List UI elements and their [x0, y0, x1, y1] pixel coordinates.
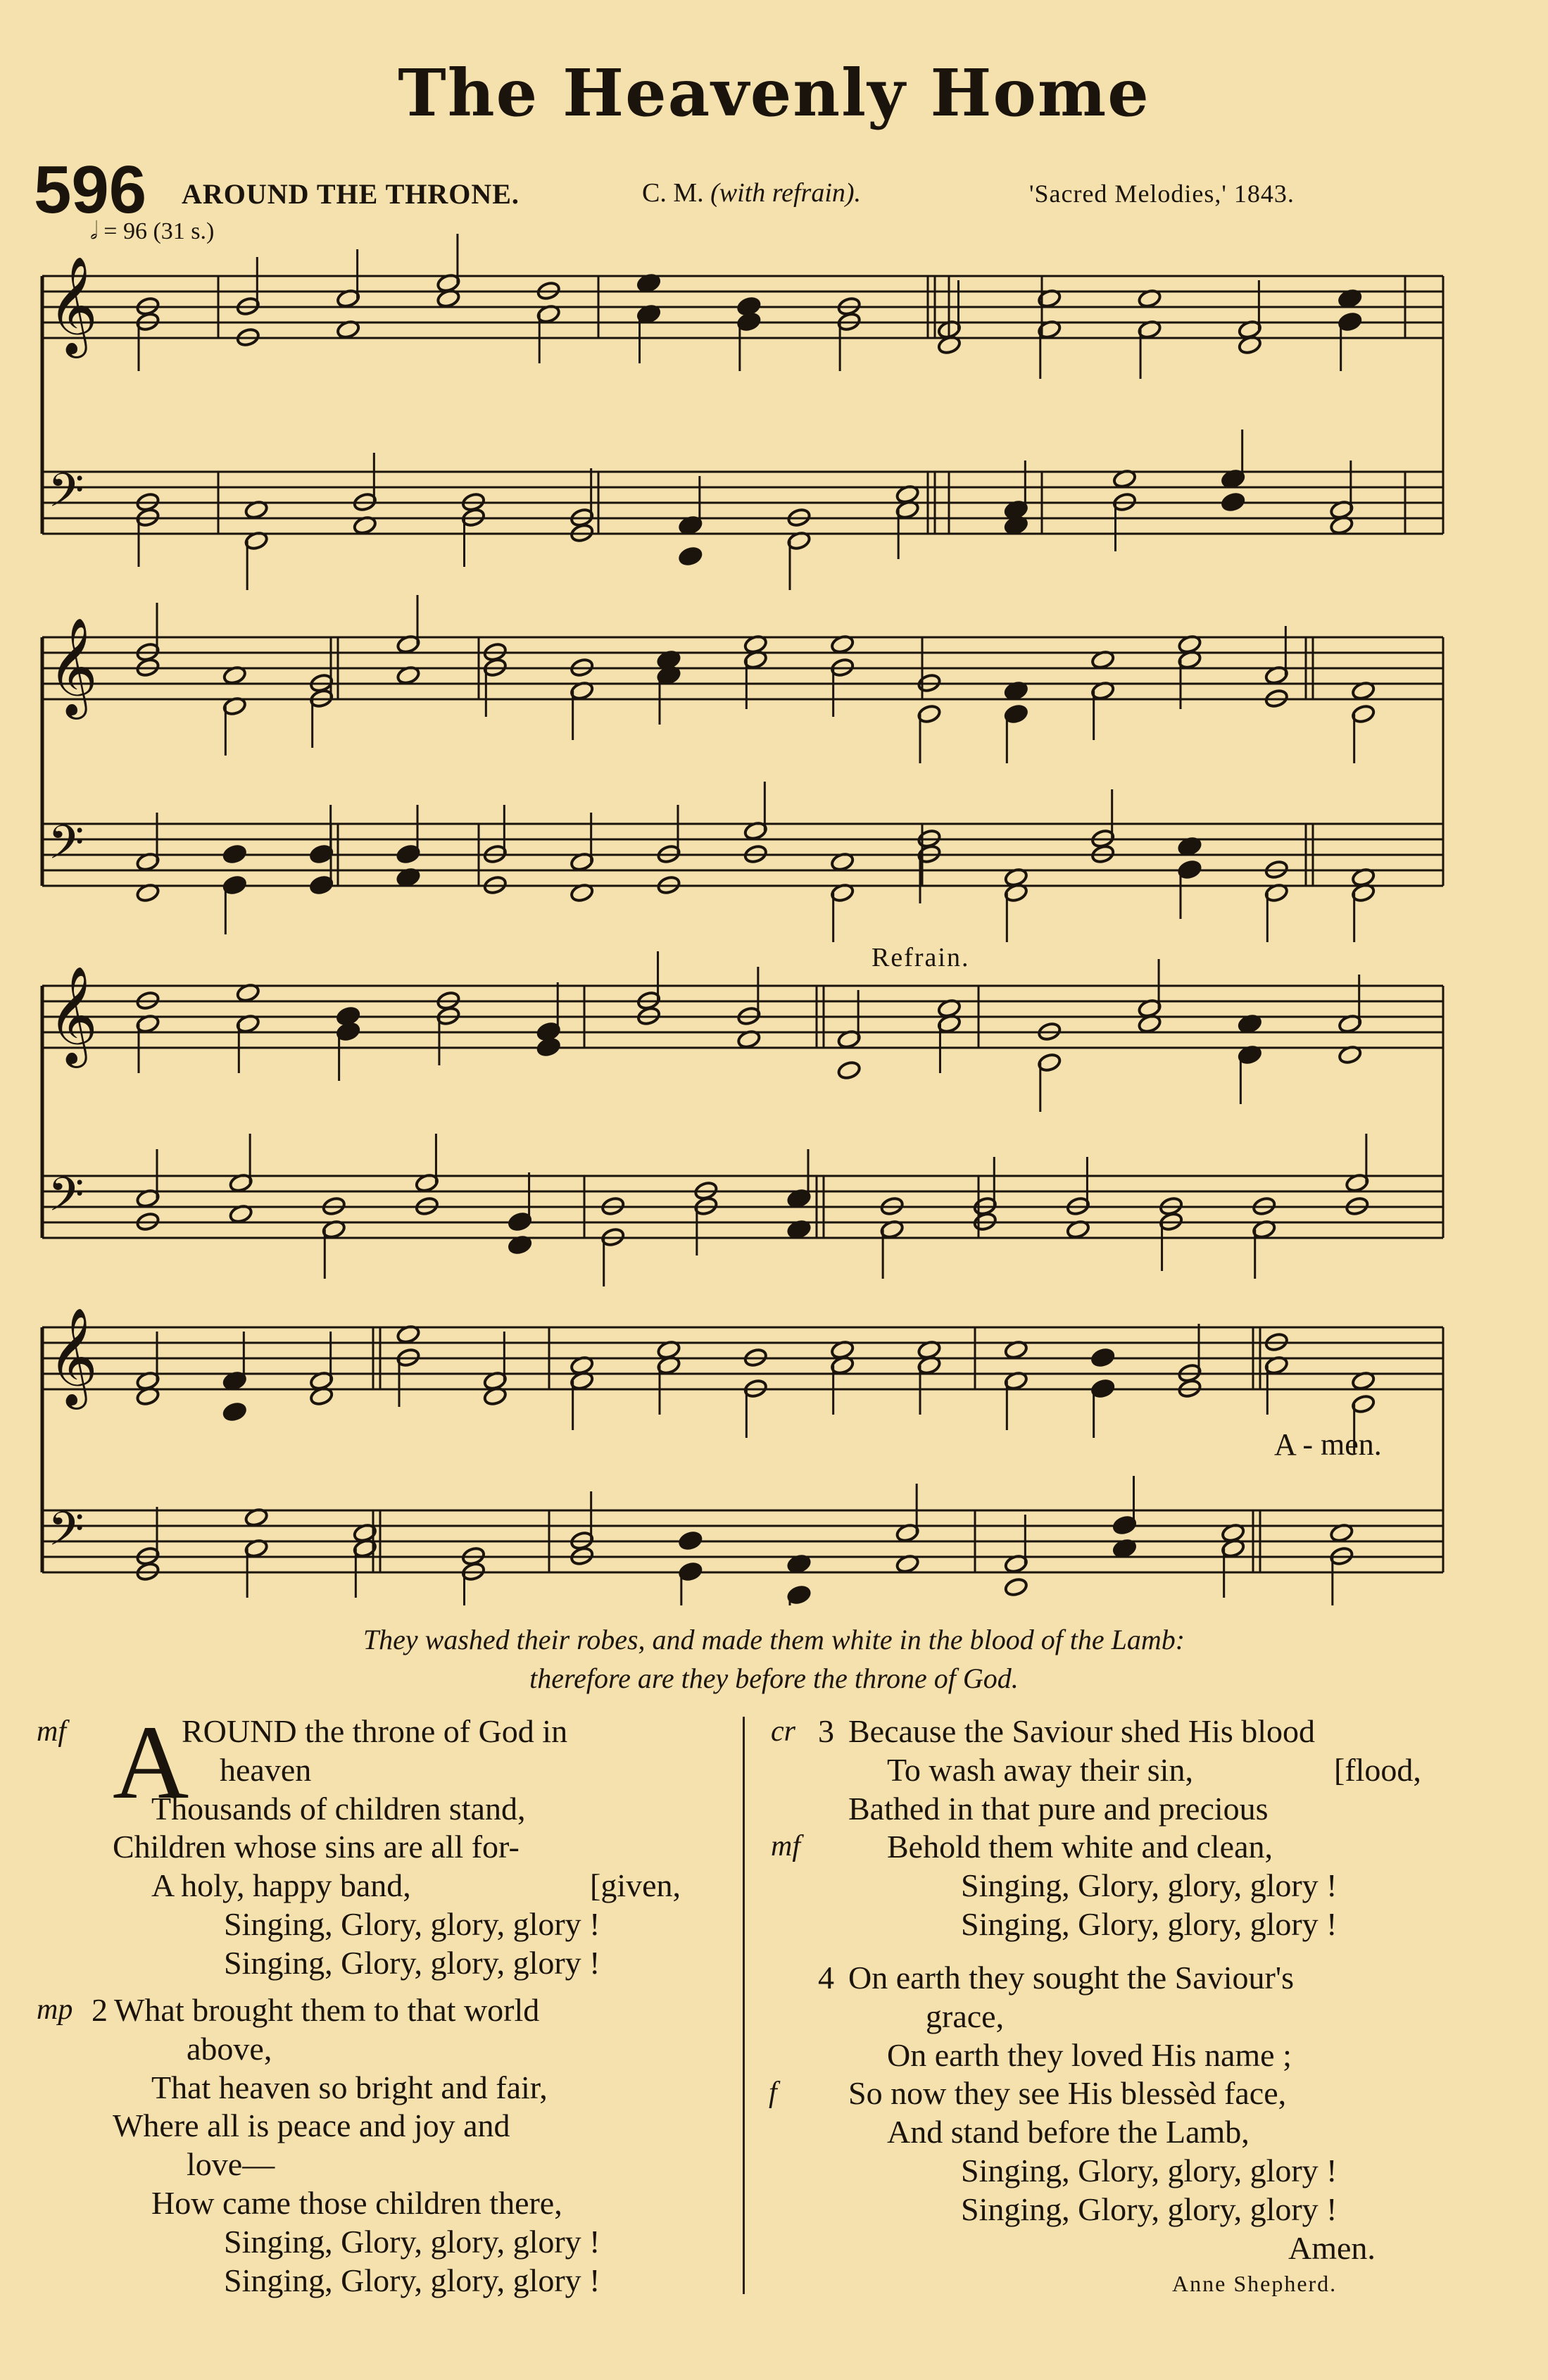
tempo-marking: 𝅗𝅥 = 96 (31 s.) — [90, 218, 215, 244]
verse4-line: Singing, Glory, glory, glory ! — [961, 2191, 1338, 2227]
note-head — [1004, 1577, 1028, 1597]
verse2-line: Singing, Glory, glory, glory ! — [224, 2224, 600, 2260]
note-head — [536, 1036, 561, 1057]
verse2-line: above, — [187, 2031, 272, 2067]
bass-clef: 𝄢 — [48, 463, 84, 529]
page-title: The Heavenly Home — [398, 55, 1150, 131]
verse2-line: Where all is peace and joy and — [113, 2107, 510, 2143]
verse3-line: Singing, Glory, glory, glory ! — [961, 1867, 1338, 1903]
verse2-number: 2 — [92, 1992, 108, 2028]
treble-clef: 𝄞 — [48, 256, 98, 354]
verse4-line: On earth they loved His name ; — [887, 2037, 1292, 2073]
column-divider — [743, 1717, 745, 2294]
hymn-title: AROUND THE THRONE. — [182, 178, 520, 210]
treble-clef: 𝄞 — [48, 618, 98, 715]
verse4-line: Amen. — [1288, 2230, 1376, 2266]
refrain-label: Refrain. — [871, 943, 970, 972]
amen-lyric: A - men. — [1274, 1427, 1382, 1462]
verse4-line: Singing, Glory, glory, glory ! — [961, 2153, 1338, 2188]
epigraph-line-1: They washed their robes, and made them white in the blood of the Lamb: — [363, 1624, 1185, 1655]
verse4-line: grace, — [926, 1998, 1005, 2034]
verse2-line: Singing, Glory, glory, glory ! — [224, 2262, 600, 2298]
verse2-line: How came those children there, — [151, 2185, 562, 2221]
note-head — [678, 546, 703, 566]
meter: C. M. — [642, 178, 704, 208]
verse1-line: Singing, Glory, glory, glory ! — [224, 1945, 600, 1981]
verse1-line: ROUND the throne of God in — [182, 1713, 568, 1749]
note-head — [222, 844, 247, 864]
verse4-dynamic: f — [769, 2077, 777, 2109]
bass-clef: 𝄢 — [48, 815, 84, 881]
verse3-dynamic-2: mf — [771, 1830, 800, 1862]
verse1-dynamic: mf — [37, 1715, 66, 1748]
meter-note: (with refrain). — [710, 178, 862, 208]
verse4-line: And stand before the Lamb, — [887, 2114, 1250, 2150]
verse3-line: To wash away their sin, — [887, 1752, 1193, 1788]
verse2-line: What brought them to that world — [114, 1992, 540, 2028]
verse3-line: Singing, Glory, glory, glory ! — [961, 1906, 1338, 1942]
treble-clef: 𝄞 — [48, 1308, 98, 1405]
bass-clef: 𝄢 — [48, 1167, 84, 1233]
verse3-dynamic: cr — [771, 1715, 795, 1748]
verse2-line: That heaven so bright and fair, — [151, 2069, 548, 2105]
note-head — [1090, 1347, 1115, 1367]
hymn-number: 596 — [34, 152, 147, 227]
verse4-line: So now they see His blessèd face, — [848, 2075, 1287, 2111]
note-head — [222, 1401, 247, 1422]
verse1-line: A holy, happy band, — [151, 1867, 411, 1903]
verse3-line: [flood, — [1334, 1752, 1421, 1788]
author: Anne Shepherd. — [1172, 2271, 1338, 2296]
epigraph-line-2: therefore are they before the throne of God. — [529, 1662, 1019, 1694]
verse2-dynamic: mp — [37, 1993, 73, 2026]
verse2-line: love— — [187, 2146, 275, 2182]
verse3-line: Because the Saviour shed His blood — [848, 1713, 1316, 1749]
verse1-line: [given, — [590, 1867, 681, 1903]
verse1-line: Thousands of children stand, — [151, 1791, 526, 1827]
verse1-line: heaven — [220, 1752, 312, 1788]
verse4-number: 4 — [818, 1960, 834, 1996]
note-head — [678, 1530, 703, 1551]
verse1-dropcap: A — [113, 1704, 189, 1821]
verse1-line: Children whose sins are all for- — [113, 1829, 520, 1865]
verse4-line: On earth they sought the Saviour's — [848, 1960, 1295, 1996]
tune-source: 'Sacred Melodies,' 1843. — [1029, 180, 1295, 208]
verse3-number: 3 — [818, 1713, 834, 1749]
verse1-line: Singing, Glory, glory, glory ! — [224, 1906, 600, 1942]
note-head — [837, 1060, 862, 1080]
bass-clef: 𝄢 — [48, 1502, 84, 1567]
verse3-line: Behold them white and clean, — [887, 1829, 1273, 1865]
note-head — [1221, 491, 1245, 512]
treble-clef: 𝄞 — [48, 966, 98, 1064]
verse3-line: Bathed in that pure and precious — [848, 1791, 1269, 1827]
